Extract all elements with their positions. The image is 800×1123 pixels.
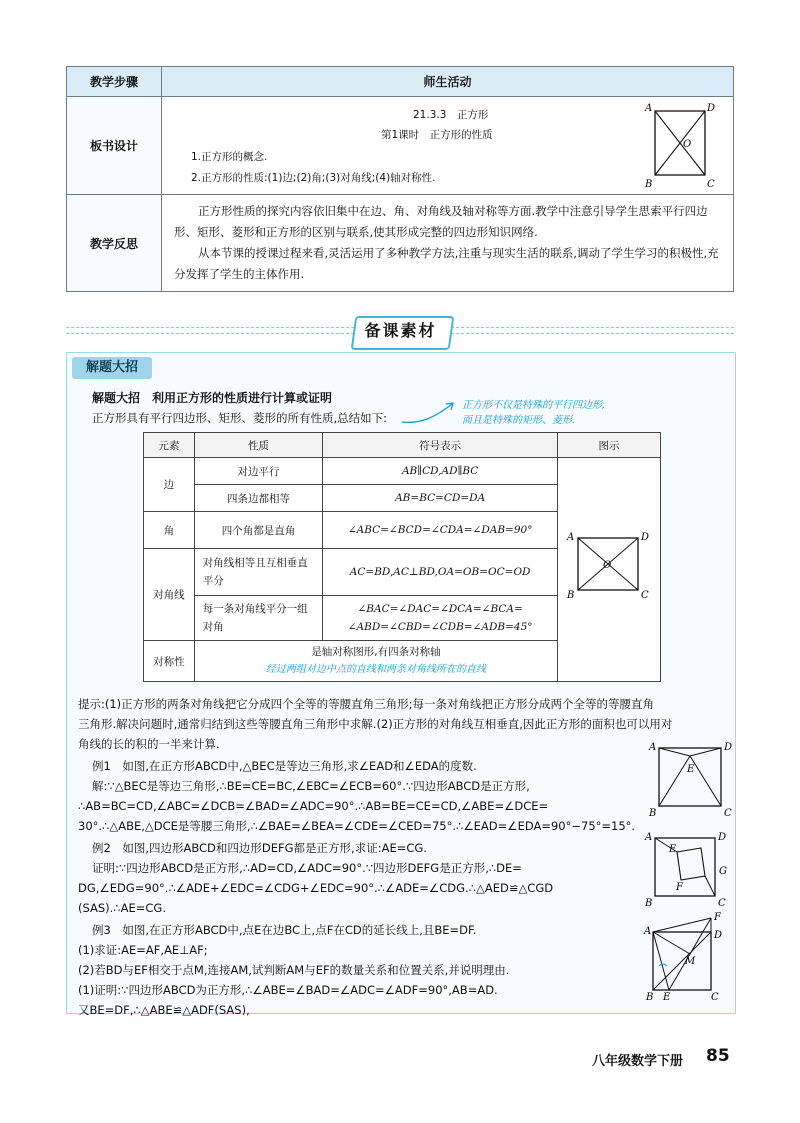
board-line-2: 2.正方形的性质:(1)边;(2)角;(3)对角线;(4)轴对称性. [191, 172, 436, 184]
label-d: D [714, 930, 723, 941]
label-d: D [707, 103, 715, 114]
label-f: F [714, 912, 721, 923]
ex1-question: 例1 如图,在正方形ABCD中,△BEC是等边三角形,求∠EAD和∠EDA的度数. [92, 759, 477, 773]
label-b: B [567, 590, 575, 601]
angle-sym: ∠ABC=∠BCD=∠CDA=∠DAB=90° [323, 512, 558, 549]
label-b: B [646, 992, 654, 1002]
ex1-sol-3: 30°.∴△ABE,△DCE是等腰三角形,∴∠BAE=∠BEA=∠CDE=∠CED=75°.∴∠EAD=∠EDA=90°−75°=15°. [78, 819, 636, 833]
reflect-label: 教学反思 [67, 195, 162, 292]
intro-note-2: 而且是特殊的矩形、菱形. [462, 415, 576, 426]
ex1-sol-2: ∴AB=BC=CD,∠ABC=∠DCB=∠BAD=∠ADC=90°.∴AB=BE=CE=CD,∠ABE=∠DCE= [78, 799, 549, 813]
ex1-figure [647, 740, 732, 818]
label-e: E [669, 844, 677, 855]
sym-text: 是轴对称图形,有四条对称轴 [311, 646, 441, 658]
th-element: 元素 [144, 433, 195, 458]
diag-sym-2a: ∠BAC=∠DAC=∠DCA=∠BCA= [357, 603, 523, 615]
board-title: 21.3.3 正方形 [413, 109, 489, 121]
label-c: C [718, 898, 726, 909]
edge-prop-1: 对边平行 [194, 458, 322, 485]
el-edge: 边 [144, 458, 195, 512]
label-e: E [687, 764, 695, 775]
label-a: A [645, 832, 653, 843]
label-o: O [603, 560, 612, 571]
banner-title: 备课素材 [364, 321, 437, 340]
ex3-sol-1: (1)证明:∵四边形ABCD为正方形,∴∠ABE=∠BAD=∠ADC=∠ADF=90°,AB=AD. [78, 983, 498, 997]
intro: 正方形具有平行四边形、矩形、菱形的所有性质,总结如下: [92, 411, 388, 425]
tip-line-1: 提示:(1)正方形的两条对角线把它分成四个全等的等腰直角三角形;每一条对角线把正方形分成两个全等的等腰直角 [78, 697, 655, 711]
diag-prop-2: 每一条对角线平分一组对角 [194, 596, 322, 641]
ex2-figure [643, 830, 733, 910]
tip-line-2: 三角形.解决问题时,通常归结到这些等腰直角三角形中求解.(2)正方形的对角线互相垂直,因此正方形的面积也可以用对 [78, 717, 673, 731]
section-tag: 解题大招 [72, 357, 152, 379]
board-line-1: 1.正方形的概念. [191, 151, 268, 163]
label-b: B [645, 898, 653, 909]
ex2-sol-1: 证明:∵四边形ABCD是正方形,∴AD=CD,∠ADC=90°.∵四边形DEFG是正方形,∴DE= [92, 861, 522, 875]
property-table [143, 432, 661, 682]
label-a: A [644, 926, 652, 937]
reflect-para-1: 正方形性质的探究内容依旧集中在边、角、对角线及轴对称等方面.教学中注意引导学生思索平行四边形、矩形、菱形和正方形的区别与联系,使其形成完整的四边形知识网络. [174, 204, 708, 239]
ex2-sol-2: DG,∠EDG=90°.∴∠ADE+∠EDC=∠CDG+∠EDC=90°.∴∠ADE=∠CDG.∴△AED≌△CGD [78, 881, 554, 895]
board-subtitle: 第1课时 正方形的性质 [381, 129, 493, 141]
col2-header: 师生活动 [162, 67, 734, 97]
label-a: A [567, 532, 575, 543]
prop-figure-cell [558, 458, 661, 682]
edge-prop-2: 四条边都相等 [194, 485, 322, 512]
board-cell [162, 97, 734, 195]
board-square-figure [643, 101, 715, 191]
reflect-para-2: 从本节课的授课过程来看,灵活运用了多种教学方法,注重与现实生活的联系,调动了学生学习的积极性,充分发挥了学生的主体作用. [174, 246, 719, 281]
board-label: 板书设计 [67, 97, 162, 195]
label-c: C [711, 992, 719, 1002]
tip-line-3: 角线的长的积的一半来计算. [78, 737, 220, 751]
symmetry-cell [194, 641, 557, 682]
label-o: O [683, 139, 692, 150]
label-a: A [649, 742, 657, 753]
label-b: B [645, 179, 653, 190]
label-d: D [724, 742, 732, 753]
ex3-part-1: (1)求证:AE=AF,AE⊥AF; [78, 943, 208, 957]
ex3-sol-2: 又BE=DF,∴△ABE≌△ADF(SAS), [78, 1003, 250, 1017]
label-m: M [685, 956, 696, 967]
label-c: C [707, 179, 715, 190]
label-g: G [719, 866, 727, 877]
note-arrow [400, 398, 460, 428]
th-symbol: 符号表示 [323, 433, 558, 458]
edge-sym-1: AB∥CD,AD∥BC [323, 458, 558, 485]
diag-sym-1: AC=BD,AC⊥BD,OA=OB=OC=OD [323, 549, 558, 596]
edge-sym-2: AB=BC=CD=DA [323, 485, 558, 512]
ex3-part-2: (2)若BD与EF相交于点M,连接AM,试判断AM与EF的数量关系和位置关系,并说明理由. [78, 963, 510, 977]
diag-sym-2b: ∠ABD=∠CBD=∠CDB=∠ADB=45° [347, 621, 533, 633]
label-d: D [718, 832, 727, 843]
footer-title: 八年级数学下册 [592, 1054, 684, 1069]
ex2-sol-3: (SAS).∴AE=CG. [78, 901, 166, 915]
ex1-sol-1: 解:∵△BEC是等边三角形,∴BE=CE=BC,∠EBC=∠ECB=60°.∵四边形ABCD是正方形, [92, 779, 530, 793]
el-symmetry: 对称性 [144, 641, 195, 682]
sym-note: 经过两组对边中点的直线和两条对角线所在的直线 [265, 664, 486, 675]
el-diagonal: 对角线 [144, 549, 195, 641]
el-angle: 角 [144, 512, 195, 549]
diag-prop-1: 对角线相等且互相垂直平分 [194, 549, 322, 596]
page-number: 85 [706, 1046, 730, 1066]
ex3-question: 例3 如图,在正方形ABCD中,点E在边BC上,点F在CD的延长线上,且BE=DF. [92, 923, 477, 937]
intro-note-1: 正方形不仅是特殊的平行四边形, [462, 400, 606, 411]
label-c: C [724, 808, 732, 818]
ex3-figure [643, 912, 733, 1002]
label-b: B [649, 808, 657, 818]
angle-prop: 四个角都是直角 [194, 512, 322, 549]
prop-square-figure [564, 528, 654, 608]
top-table [66, 66, 734, 292]
reflect-cell [162, 195, 734, 292]
label-f: F [676, 882, 683, 893]
col1-header: 教学步骤 [67, 67, 162, 97]
diag-sym-2 [323, 596, 558, 641]
label-a: A [645, 103, 653, 114]
th-property: 性质 [194, 433, 322, 458]
heading: 解题大招 利用正方形的性质进行计算或证明 [92, 391, 333, 405]
th-figure: 图示 [558, 433, 661, 458]
label-d: D [641, 532, 650, 543]
label-e: E [663, 992, 671, 1002]
label-c: C [641, 590, 649, 601]
ex2-question: 例2 如图,四边形ABCD和四边形DEFG都是正方形,求证:AE=CG. [92, 841, 427, 855]
